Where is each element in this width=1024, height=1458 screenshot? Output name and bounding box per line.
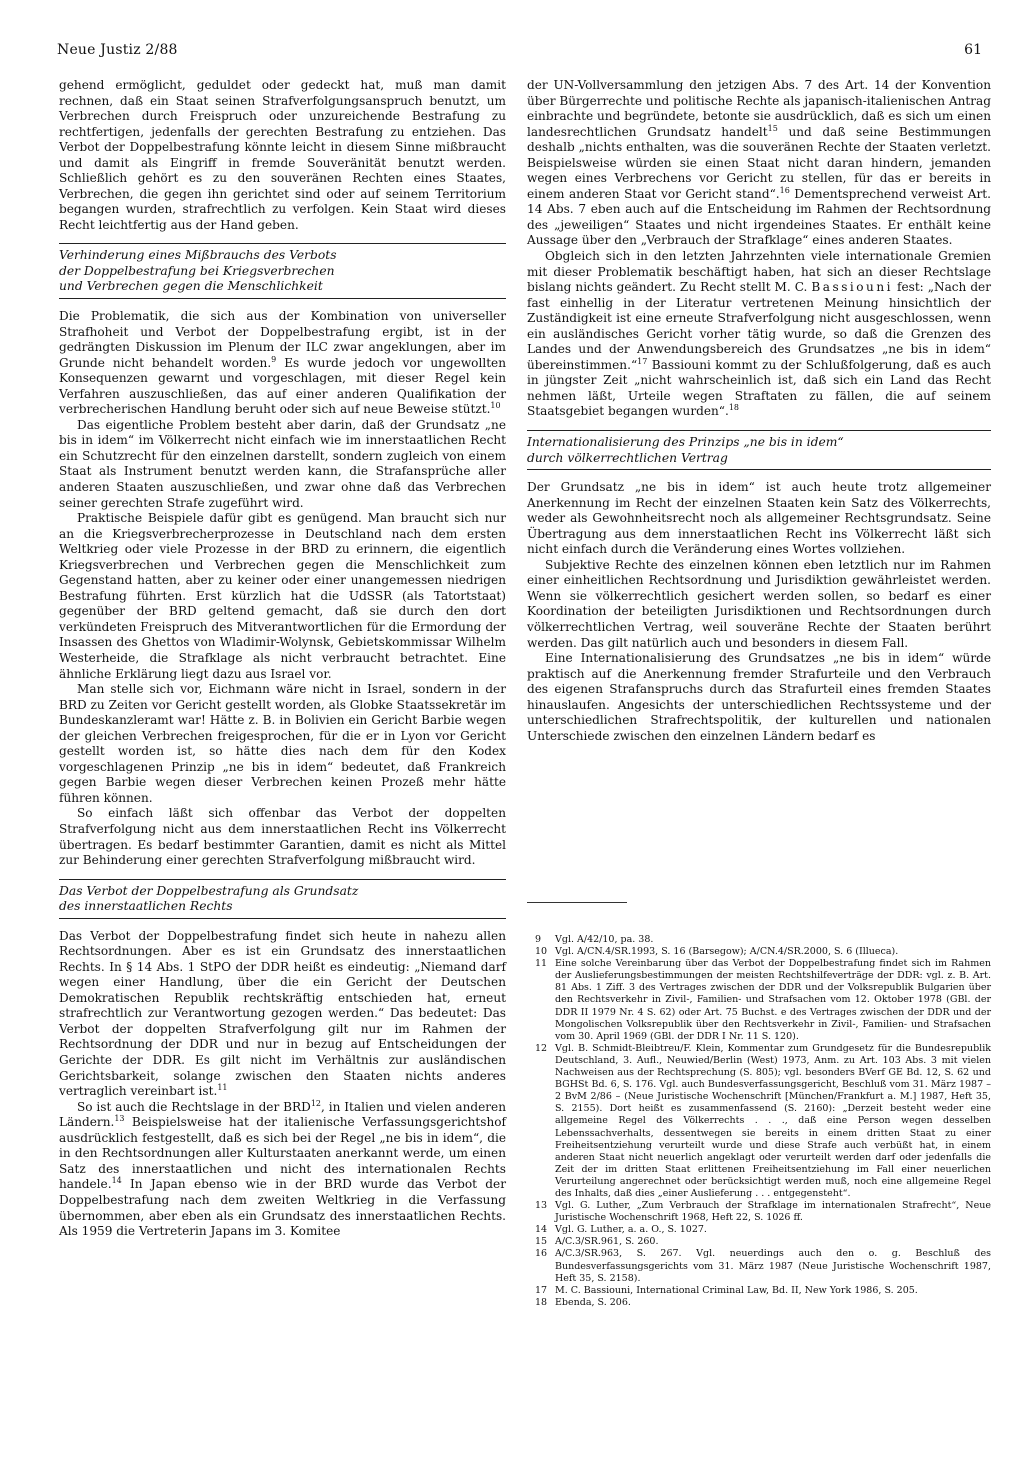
heading-line: des innerstaatlichen Rechts: [59, 899, 233, 914]
footnote-text: Ebenda, S. 206.: [555, 1296, 631, 1308]
author-name: Bassiouni: [811, 280, 893, 295]
footnote: [527, 958, 991, 1043]
footnote: [527, 1043, 991, 1200]
text-run: Bassiouni kommt zu der Schlußfolgerung, daß es auch in jüngster Zeit „nicht wahrscheinlich ist, daß sich ein Land das Recht nehmen läßt, Urteile wegen Straftaten zu fällen, die auf seinem Staatsgebiet begangen wurden“.: [527, 357, 991, 419]
footnote-ref[interactable]: 18: [728, 403, 739, 413]
journal-title: Neue Justiz 2/88: [57, 42, 178, 58]
text-run: der UN-Vollversammlung den jetzigen Abs. 7 des Art. 14 der Konvention über Bürgerrechte und politische Rechte als japanisch-italienischen Antrag einbrachte und begründete, betonte sie ausdrücklich, daß es sich um einen landesrechtlichen Grundsatz handelt: [527, 78, 991, 139]
footnote-number: 12: [535, 1042, 548, 1054]
footnote-text: A/C.3/SR.961, S. 260.: [555, 1236, 659, 1248]
footnote: [527, 1236, 991, 1248]
page-number: 61: [964, 42, 982, 58]
footnote-text: Vgl. G. Luther, „Zum Verbrauch der Strafklage im internationalen Strafrecht“, Neue Juristische Wochenschrift 1968, Heft 22, S. 1026 ff.: [555, 1200, 991, 1224]
footnote-text: Vgl. A/CN.4/SR.1993, S. 16 (Barsegow); A/CN.4/SR.2000, S. 6 (Illueca).: [555, 946, 899, 958]
footnote-ref[interactable]: 15: [767, 123, 778, 133]
section-heading: [59, 879, 506, 919]
footnote-number: 17: [535, 1284, 548, 1296]
paragraph: Der Grundsatz „ne bis in idem“ ist auch heute trotz allgemeiner Anerkennung im Recht der einzelnen Staaten kein Satz des Völkerrechts, weder als Gewohnheitsrecht noch als allgemeiner Rechtsgrundsatz. Seine Übertragung aus dem innerstaatlichen Recht ins Völkerrecht läßt sich nicht einfach durch die Veränderung eines Wortes vollziehen.: [527, 480, 991, 557]
text-run: Es wurde jedoch vor ungewollten Konsequenzen gewarnt und vorgeschlagen, mit dieser Regel kein Verfahren auszuschließen, das auf einer anderen Qualifikation der verbrecherischen Handlung beruht oder sich auf neue Beweise stützt.: [59, 355, 506, 417]
paragraph: Subjektive Rechte des einzelnen können eben letztlich nur im Rahmen einer einheitlichen Rechtsordnung und Jurisdiktion gewährleistet werden. Wenn sie völkerrechtlich gesichert werden sollen, so bedarf es einer Koordination der beteiligten Jurisdiktionen und Rechtsordnungen durch völkerrechtlichen Vertrag, weil souveräne Rechte der Staaten berührt werden. Das gilt natürlich auch und besonders in diesem Fall.: [527, 557, 991, 650]
footnotes: [527, 934, 991, 1309]
footnote-ref[interactable]: 12: [310, 1098, 321, 1108]
section-heading: [59, 243, 506, 299]
footnote-ref[interactable]: 14: [111, 1176, 122, 1186]
paragraph: [527, 78, 991, 249]
paragraph: Man stelle sich vor, Eichmann wäre nicht in Israel, sondern in der BRD zu Zeiten vor Gericht gestellt worden, als Globke Staatssekretär im Bundeskanzleramt war! Hätte z. B. in Bolivien ein Gericht Barbie wegen der gleichen Verbrechen freigesprochen, für die er in Lyon vor Gericht gestellt worden ist, so hätte dies nach dem für den Kodex vorgeschlagenen Prinzip „ne bis in idem“ bedeutet, daß Frankreich gegen Barbie wegen dieser Verbrechen keinen Prozeß mehr hätte führen können.: [59, 682, 506, 805]
footnote-ref[interactable]: 10: [490, 401, 501, 411]
paragraph: gehend ermöglicht, geduldet oder gedeckt hat, muß man damit rechnen, daß ein Staat seinen Strafverfolgungsanspruch benutzt, um Verbrechen durch Freispruch oder unzureichende Bestrafung zu rechtfertigen, jedenfalls der gerechten Bestrafung zu entziehen. Das Verbot der Doppelbestrafung könnte leicht in diesem Sinne mißbraucht und damit als Eingriff in fremde Souveränität benutzt werden. Schließlich gehört es zu den souveränen Rechten eines Staates, Verbrechen, die gegen ihn gerichtet sind oder auf seinem Territorium begangen wurden, strafrechtlich zu verfolgen. Kein Staat wird dieses Recht leichtfertig aus der Hand geben.: [59, 78, 506, 232]
footnote-ref[interactable]: 9: [271, 354, 277, 364]
text-run: , in Italien und vielen anderen Ländern.: [59, 1099, 506, 1130]
heading-line: Das Verbot der Doppelbestrafung als Grundsatz: [59, 883, 359, 898]
footnote-text: A/C.3/SR.963, S. 267. Vgl. neuerdings auch den o. g. Beschluß des Bundesverfassungsgerichts vom 31. März 1987 (Neue Juristische Wochenschrift 1987, Heft 35, S. 2158).: [555, 1248, 991, 1284]
text-run: fest: „Nach der fast einhellig in der Literatur vertretenen Meinung hinsichtlich der Zuständigkeit ist eine erneute Strafverfolgung nicht ausgeschlossen, wenn ein ausländisches Gericht vorher tätig wurde, so daß die Grenzen des Landes und der Anwendungsbereich des Grundsatzes „ne bis in idem“ übereinstimmen.“: [527, 280, 991, 372]
footnote-number: 10: [535, 946, 548, 958]
text-run: So ist auch die Rechtslage in der BRD: [77, 1099, 311, 1114]
text-run: Die Problematik, die sich aus der Kombination von universeller Strafhoheit und Verbot der Doppelbestrafung ergibt, ist in der gedrängten Diskussion im Plenum der ILC zwar angeklungen, aber im Grunde nicht behandelt worden.: [59, 308, 506, 370]
paragraph: [59, 929, 506, 1100]
paragraph: Eine Internationalisierung des Grundsatzes „ne bis in idem“ würde praktisch auf die Anerkennung fremder Strafurteile und den Verbrauch des eigenen Strafanspruchs durch das Strafurteil eines fremden Staates hinauslaufen. Angesichts der unterschiedlichen Rechtssysteme und der unterschiedlichen Strafrechtspolitik, der kulturellen und nationalen Unterschiede zwischen den einzelnen Ländern bedarf es: [527, 651, 991, 743]
left-column: [59, 78, 506, 1240]
footnote: [527, 1297, 991, 1309]
footnote-separator: [527, 902, 627, 903]
footnote: [527, 934, 991, 946]
footnote-number: 11: [535, 958, 548, 970]
footnote-text: M. C. Bassiouni, International Criminal Law, Bd. II, New York 1986, S. 205.: [555, 1284, 918, 1296]
footnote-number: 15: [535, 1236, 548, 1248]
footnote: [527, 1248, 991, 1284]
footnote-ref[interactable]: 11: [217, 1083, 228, 1093]
footnote: [527, 1285, 991, 1297]
text-run: Beispielsweise hat der italienische Verfassungsgerichtshof ausdrücklich festgestellt, daß es sich bei der Regel „ne bis in idem“, die in den Rechtsordnungen aller Kulturstaaten anerkannt werde, um einen Satz des innerstaatlichen und nicht des internationalen Rechts handele.: [59, 1115, 506, 1192]
footnote-number: 13: [535, 1200, 548, 1212]
footnote: [527, 1200, 991, 1224]
heading-line: Internationalisierung des Prinzips „ne bis in idem“: [527, 435, 844, 450]
text-run: und daß seine Bestimmungen deshalb „nichts enthalten, was die souveränen Rechte der Staaten verletzt. Beispielsweise würden sie einen Staat nicht daran hindern, jemanden wegen eines Verbrechens vor Gericht zu stellen, für das er bereits in einem anderen Staat vor Gericht stand“.: [527, 124, 991, 201]
paragraph: [59, 309, 506, 418]
footnote-text: Vgl. G. Luther, a. a. O., S. 1027.: [555, 1224, 707, 1236]
footnote-text: Vgl. B. Schmidt-Bleibtreu/F. Klein, Kommentar zum Grundgesetz für die Bundesrepublik Deutschland, 3. Aufl., Neuwied/Berlin (West) 1973, Anm. zu Art. 103 Abs. 3 mit vielen Nachweisen aus der Rechtsprechung (S. 805); vgl. besonders BVerf GE Bd. 12, S. 62 und BGHSt Bd. 6, S. 176. Vgl. auch Bundesverfassungsgericht, Beschluß vom 31. März 1987 – 2 BvM 2/86 – (Neue Juristische Wochenschrift [München/Frankfurt a. M.] 1987, Heft 35, S. 2155). Dort heißt es zusammenfassend (S. 2160): „Derzeit besteht weder eine allgemeine Regel des Völkerrechts . . ., daß eine Person wegen desselben Lebenssachverhalts, dessentwegen sie bereits in einem dritten Staat zu einer Freiheitsentziehung verurteilt wurde und diese Strafe auch verbüßt hat, in einem anderen Staat nicht neuerlich angeklagt oder verurteilt werden darf oder jedenfalls die Zeit der im dritten Staat erlittenen Freiheitsentziehung im Fall einer neuerlichen Verurteilung angerechnet oder berücksichtigt werden muß, noch eine allgemeine Regel des Inhalts, daß dies „einer Auslieferung . . . entgegensteht“.: [555, 1042, 991, 1199]
footnote-text: Vgl. A/42/10, pa. 38.: [555, 934, 654, 945]
footnote-number: 18: [535, 1296, 548, 1308]
text-run: Dementsprechend verweist Art. 14 Abs. 7 eben auch auf die Entscheidung im Rahmen der Rechtsordnung des „jeweiligen“ Staates und nicht irgendeines Staates. Er enthält keine Aussage über den „Verbrauch der Strafklage“ eines anderen Staates.: [527, 186, 991, 248]
footnote-number: 16: [535, 1248, 548, 1260]
footnote-ref[interactable]: 16: [779, 185, 790, 195]
paragraph: Das eigentliche Problem besteht aber darin, daß der Grundsatz „ne bis in idem“ im Völkerrecht nicht einfach wie im innerstaatlichen Recht ein Schutzrecht für den einzelnen darstellt, sondern zugleich von einem Staat als Instrument benutzt werden kann, die Strafansprüche aller anderen Staaten auszuschließen, und zwar ohne daß das Verbrechen seiner gerechten Strafe zugeführt wird.: [59, 417, 506, 510]
page-header: [57, 42, 982, 64]
footnote: [527, 1224, 991, 1236]
heading-line: der Doppelbestrafung bei Kriegsverbrechen: [59, 263, 335, 278]
paragraph: [527, 249, 991, 420]
paragraph: [59, 1100, 506, 1240]
footnote-number: 9: [535, 934, 542, 945]
heading-line: und Verbrechen gegen die Menschlichkeit: [59, 279, 323, 294]
text-run: Obgleich sich in den letzten Jahrzehnten viele internationale Gremien mit dieser Problematik beschäftigt haben, hat sich an dieser Rechtslage bislang nichts geändert. Zu Recht stellt M. C.: [527, 249, 991, 295]
paragraph: So einfach läßt sich offenbar das Verbot der doppelten Strafverfolgung nicht aus dem innerstaatlichen Recht ins Völkerrecht übertragen. Es bedarf bestimmter Garantien, damit es nicht als Mittel zur Behinderung einer gerechten Strafverfolgung mißbraucht wird.: [59, 806, 506, 868]
right-column: [527, 78, 991, 744]
text-run: In Japan ebenso wie in der BRD wurde das Verbot der Doppelbestrafung nach dem zweiten Weltkrieg in die Verfassung übernommen, aber eben als ein Grundsatz des innerstaatlichen Rechts. Als 1959 die Vertreterin Japans im 3. Komitee: [59, 1177, 506, 1239]
footnote-ref[interactable]: 17: [637, 356, 648, 366]
footnote-number: 14: [535, 1224, 548, 1236]
footnote: [527, 946, 991, 958]
text-run: Das Verbot der Doppelbestrafung findet sich heute in nahezu allen Rechtsordnungen. Aber es ist ein Grundsatz des innerstaatlichen Rechts. In § 14 Abs. 1 StPO der DDR heißt es eindeutig: „Niemand darf wegen einer Handlung, über die ein Gericht der Deutschen Demokratischen Republik rechtskräftig entschieden hat, erneut strafrechtlich zur Verantwortung gezogen werden.“ Das bedeutet: Das Verbot der doppelten Strafverfolgung gilt nur im Rahmen der Rechtsordnung der DDR und nur in bezug auf Entscheidungen der Gerichte der DDR. Es gilt nicht im Verhältnis zur ausländischen Gerichtsbarkeit, solange zwischen den Staaten nichts anderes vertraglich vereinbart ist.: [59, 928, 506, 1099]
heading-line: durch völkerrechtlichen Vertrag: [527, 450, 728, 465]
footnote-text: Eine solche Vereinbarung über das Verbot der Doppelbestrafung findet sich im Rahmen der Auslieferungsbestimmungen der meisten Rechtshilfeverträge der DDR: vgl. z. B. Art. 81 Abs. 1 Ziff. 3 des Vertrages zwischen der DDR und der Volksrepublik Bulgarien über den Rechtsverkehr in Zivil-, Familien- und Strafsachen vom 12. Oktober 1978 (GBl. der DDR II 1979 Nr. 4 S. 62) oder Art. 75 Buchst. e des Vertrages zwischen der DDR und der Mongolischen Volksrepublik über den Rechtsverkehr in Zivil-, Familien- und Strafsachen vom 30. April 1969 (GBl. der DDR I Nr. 11 S. 120).: [555, 958, 991, 1042]
heading-line: Verhinderung eines Mißbrauchs des Verbots: [59, 248, 337, 263]
section-heading: [527, 430, 991, 470]
footnote-ref[interactable]: 13: [114, 1114, 125, 1124]
paragraph: Praktische Beispiele dafür gibt es genügend. Man braucht sich nur an die Kriegsverbrecherprozesse in Deutschland nach dem ersten Weltkrieg oder viele Prozesse in der BRD zu erinnern, die eigentlich Kriegsverbrechen und Verbrechen gegen die Menschlichkeit zum Gegenstand hatten, aber zu keiner oder einer unangemessen niedrigen Bestrafung führten. Erst kürzlich hat die UdSSR (als Tatortstaat) gegenüber der BRD geltend gemacht, daß sie durch den dort verkündeten Freispruch des Mitverantwortlichen für die Ermordung der Insassen des Ghettos von Wladimir-Wolynsk, Gebietskommissar Wilhelm Westerheide, die Strafklage als nicht verbraucht betrachtet. Eine ähnliche Erklärung liegt dazu aus Israel vor.: [59, 511, 506, 681]
